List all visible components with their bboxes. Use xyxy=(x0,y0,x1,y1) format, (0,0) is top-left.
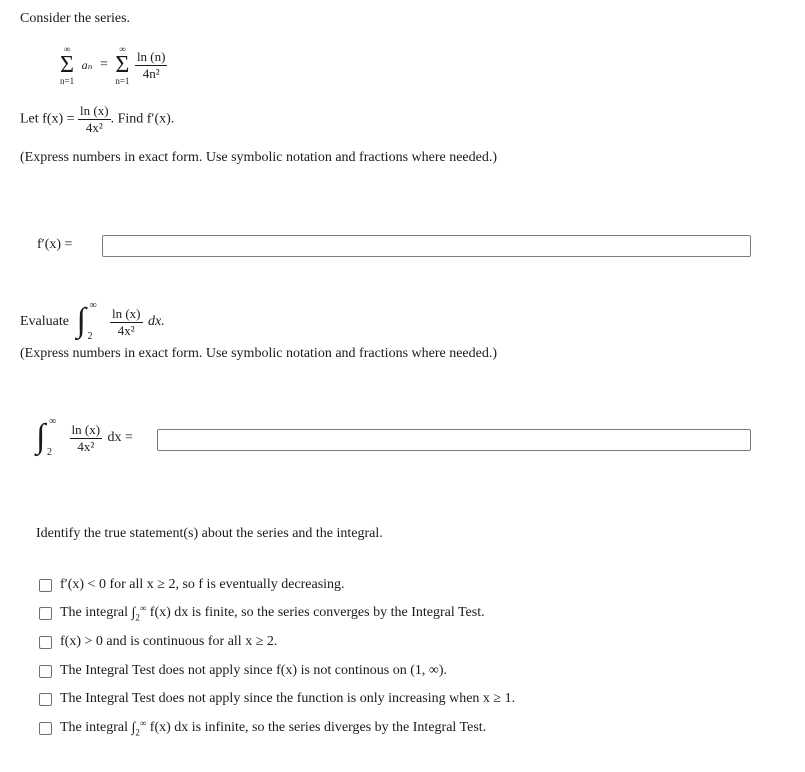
function-definition: Let f(x) = $\frac{\ln (x)}{\text{4x²}}$ . Find f′(x). xyxy=(20,103,175,135)
integral-symbol: $\int_2^\infty$ xyxy=(131,718,147,738)
statement-option-6[interactable]: The integral $\int_2^\infty$ f(x) dx is infinite, so the series diverges by the Integral Test. xyxy=(39,719,486,737)
statement-option-4[interactable] xyxy=(39,662,447,680)
derivative-answer-input[interactable] xyxy=(102,235,751,257)
checkbox[interactable] xyxy=(39,665,52,678)
integral-symbol: $\int_2^\infty$ xyxy=(131,603,147,623)
series-term: aₙ xyxy=(81,57,93,72)
statement-option-3[interactable] xyxy=(39,633,277,651)
integral-prompt: Evaluate ∫ ∞ 2 $\frac{\ln (x)}{\text{4x²}}$ dx. xyxy=(20,300,165,342)
series-fraction: $\frac{\ln (n)}{\text{4n²}}$ xyxy=(136,48,166,81)
checkbox[interactable] xyxy=(39,636,52,649)
integral-sign-icon: ∫ ∞ 2 xyxy=(76,300,97,342)
integral-sign-icon: ∫ ∞ 2 xyxy=(36,416,57,458)
sigma-symbol: ∞ Σ n=1 xyxy=(60,44,75,86)
instruction-text: (Express numbers in exact form. Use symbolic notation and fractions where needed.) xyxy=(20,346,498,361)
statement-option-1[interactable] xyxy=(39,576,345,594)
checkbox[interactable] xyxy=(39,693,52,706)
statement-option-2[interactable]: The integral $\int_2^\infty$ f(x) dx is finite, so the series converges by the Integral Test. xyxy=(39,604,485,622)
option-label: The Integral Test does not apply since the function is only increasing when x ≥ 1. xyxy=(60,691,516,706)
integral-answer-label: ∫ ∞ 2 $\frac{\ln (x)}{\text{4x²}}$ dx = xyxy=(36,416,133,458)
statement-option-5[interactable] xyxy=(39,690,515,708)
checkbox[interactable] xyxy=(39,722,52,735)
option-label: f′(x) < 0 for all x ≥ 2, so f is eventually decreasing. xyxy=(60,577,345,592)
integral-answer-input[interactable] xyxy=(157,429,751,451)
function-fraction: $\frac{\ln (x)}{\text{4x²}}$ xyxy=(80,103,109,135)
series-definition: ∞ Σ n=1 aₙ = ∞ Σ n=1 $\frac{\ln (n)}{\text{4n²}}$ xyxy=(60,44,166,86)
checkbox[interactable] xyxy=(39,579,52,592)
sigma-symbol: ∞ Σ n=1 xyxy=(115,44,130,86)
integrand-fraction: $\frac{\ln (x)}{\text{4x²}}$ xyxy=(111,305,141,338)
intro-text: Consider the series. xyxy=(20,11,131,26)
instruction-text: (Express numbers in exact form. Use symbolic notation and fractions where needed.) xyxy=(20,150,498,165)
statements-prompt: Identify the true statement(s) about the series and the integral. xyxy=(36,526,383,541)
checkbox[interactable] xyxy=(39,607,52,620)
option-label: The Integral Test does not apply since f(x) is not continous on (1, ∞). xyxy=(60,663,448,678)
derivative-answer-label: f′(x) = xyxy=(37,237,73,252)
option-label: f(x) > 0 and is continuous for all x ≥ 2. xyxy=(60,634,278,649)
